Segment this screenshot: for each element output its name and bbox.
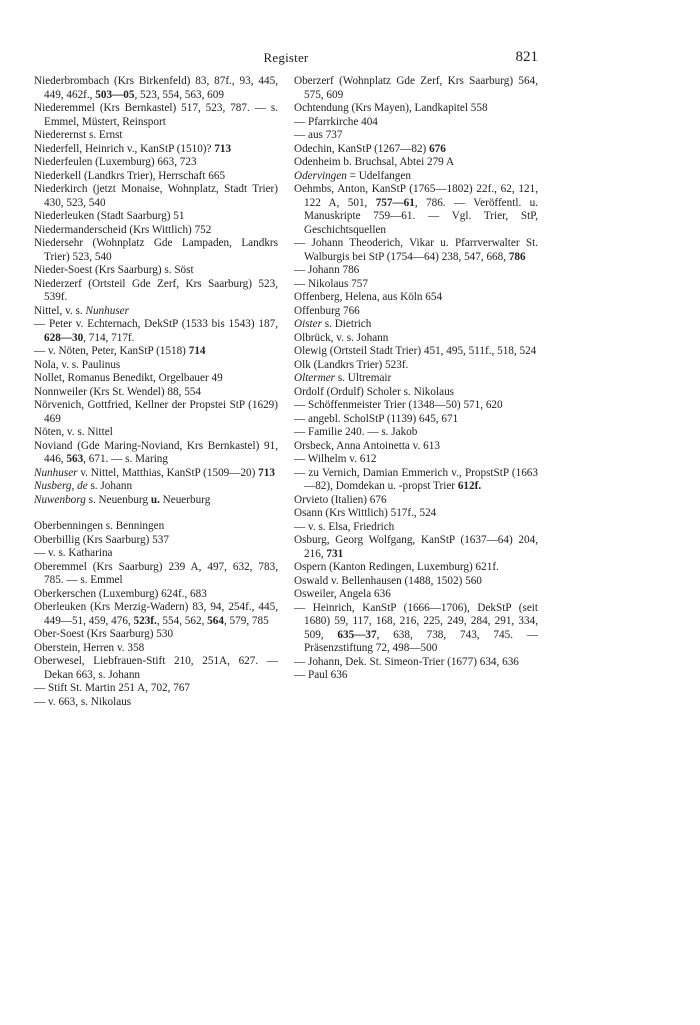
index-entry — [294, 399, 538, 413]
entry-text: Osweiler, Angela 636 — [294, 588, 391, 600]
entry-text-tail: , 638, 738, 743, 745. — Präsenzstiftung 72, 498—500 — [304, 628, 538, 654]
index-entry — [34, 426, 278, 440]
index-entry — [34, 682, 278, 696]
index-entry — [34, 143, 278, 157]
entry-bold-ref: 612f. — [457, 480, 482, 492]
entry-text: Nörvenich, Gottfried, Kellner der Propstei StP (1629) 469 — [34, 399, 278, 425]
index-entry — [34, 601, 278, 628]
entry-text: Niederbrombach (Krs Birkenfeld) 83, 87f., 93, 445, 449, 462f., — [34, 75, 278, 101]
entry-text: Nieder-Soest (Krs Saarburg) s. Söst — [34, 264, 194, 276]
entry-text: s. Neuenburg — [85, 493, 151, 506]
entry-italic-head: Nunhuser — [34, 466, 78, 479]
entry-text: Ochtendung (Krs Mayen), Landkapitel 558 — [294, 102, 488, 114]
entry-text: — v. s. Elsa, Friedrich — [294, 520, 395, 533]
index-entry — [34, 534, 278, 548]
entry-text: Offenberg, Helena, aus Köln 654 — [294, 291, 443, 303]
index-entry — [294, 75, 538, 102]
entry-text-tail: Neuerburg — [159, 493, 211, 506]
entry-text: — Johann Theoderich, Vikar u. Pfarrverwalter St. Walburgis bei StP (1754—64) 238, 547, 668, — [294, 237, 538, 263]
index-entry — [294, 534, 538, 561]
index-entry — [34, 399, 278, 426]
index-entry — [294, 602, 538, 656]
index-entry — [294, 183, 538, 237]
entry-text-tail: , 523, 554, 563, 609 — [134, 88, 224, 101]
entry-text: — v. Nöten, Peter, KanStP (1518) — [34, 345, 189, 357]
index-entry — [34, 129, 278, 143]
entry-italic-head: Nusberg, de — [34, 480, 88, 492]
entry-text: — v. s. Katharina — [34, 547, 113, 559]
entry-text: Orvieto (Italien) 676 — [294, 493, 387, 506]
index-entry — [294, 170, 538, 184]
index-entry — [34, 359, 278, 373]
entry-bold-ref: 713 — [214, 142, 232, 155]
index-entry — [294, 264, 538, 278]
entry-text-tail: , 671. — s. Maring — [83, 453, 168, 465]
entry-bold-ref: u. — [150, 493, 160, 506]
index-entry — [294, 278, 538, 292]
entry-text: Nittel, v. s. — [34, 304, 86, 317]
index-entry — [294, 656, 538, 670]
index-entry — [34, 264, 278, 278]
entry-text: Ordolf (Ordulf) Scholer s. Nikolaus — [294, 385, 455, 398]
index-entry — [34, 318, 278, 345]
entry-text: Oberstein, Herren v. 358 — [34, 641, 145, 654]
index-entry — [294, 129, 538, 143]
entry-text: Oberzerf (Wohnplatz Gde Zerf, Krs Saarburg) 564, 575, 609 — [294, 75, 538, 101]
entry-bold-ref: 523f. — [133, 614, 157, 627]
entry-text: Olk (Landkrs Trier) 523f. — [294, 358, 409, 371]
index-entry — [34, 696, 278, 710]
index-entry — [34, 480, 278, 494]
index-entry — [294, 494, 538, 508]
index-entry — [294, 467, 538, 494]
index-entry — [34, 183, 278, 210]
entry-text: — Nikolaus 757 — [294, 277, 368, 290]
entry-text: — Stift St. Martin 251 A, 702, 767 — [34, 682, 191, 694]
entry-text: Oberbillig (Krs Saarburg) 537 — [34, 533, 169, 546]
entry-text: Nola, v. s. Paulinus — [34, 358, 121, 371]
entry-text: Oswald v. Bellenhausen (1488, 1502) 560 — [294, 574, 482, 587]
entry-text: s. Johann — [87, 480, 133, 492]
entry-text: — Wilhelm v. 612 — [294, 453, 377, 465]
entry-text: — Johann 786 — [294, 264, 360, 276]
index-column-left — [34, 75, 278, 709]
entry-text: Odechin, KanStP (1267—82) — [294, 142, 430, 155]
index-entry — [34, 102, 278, 129]
entry-text: Niedersehr (Wohnplatz Gde Lampaden, Landkrs Trier) 523, 540 — [34, 237, 278, 263]
page-header — [34, 50, 538, 70]
index-entry — [294, 386, 538, 400]
entry-text: v. Nittel, Matthias, KanStP (1509—20) — [77, 466, 259, 479]
index-entry — [294, 359, 538, 373]
entry-italic-head: Odervingen — [294, 169, 347, 182]
index-entry — [34, 305, 278, 319]
index-entry — [294, 305, 538, 319]
entry-text: Niederkirch (jetzt Monaise, Wohnplatz, Stadt Trier) 430, 523, 540 — [34, 183, 278, 209]
index-entry — [294, 143, 538, 157]
entry-text: — Familie 240. — s. Jakob — [294, 426, 418, 438]
index-entry — [34, 224, 278, 238]
index-entry — [34, 547, 278, 561]
entry-text: Osburg, Georg Wolfgang, KanStP (1637—64) 204, 216, — [294, 534, 538, 560]
entry-text: Oehmbs, Anton, KanStP (1765—1802) 22f., 62, 121, 122 A, 501, — [294, 183, 538, 209]
entry-text: — Johann, Dek. St. Simeon-Trier (1677) 634, 636 — [294, 655, 519, 668]
entry-text: Niederleuken (Stadt Saarburg) 51 — [34, 210, 185, 222]
entry-bold-ref: 713 — [258, 466, 275, 479]
entry-text: Olbrück, v. s. Johann — [294, 331, 389, 344]
index-entry — [294, 345, 538, 359]
running-title: Register — [263, 50, 309, 65]
index-entry — [294, 669, 538, 683]
entry-italic-tail: Nunhuser — [85, 304, 129, 317]
index-entry — [34, 655, 278, 682]
index-entry — [294, 561, 538, 575]
entry-bold-ref: 564 — [207, 614, 224, 627]
entry-text-tail: , 714, 717f. — [83, 331, 135, 344]
entry-text: Niederkell (Landkrs Trier), Herrschaft 665 — [34, 169, 226, 182]
entry-text: Oberemmel (Krs Saarburg) 239 A, 497, 632, 783, 785. — s. Emmel — [34, 560, 278, 586]
entry-text: Oberbenningen s. Benningen — [34, 520, 165, 532]
index-entry — [34, 156, 278, 170]
entry-bold-ref: 714 — [188, 345, 206, 357]
entry-text: — Peter v. Echternach, DekStP (1533 bis 1543) 187, — [34, 318, 278, 330]
entry-text: — v. 663, s. Nikolaus — [34, 695, 132, 708]
entry-text: Nollet, Romanus Benedikt, Orgelbauer 49 — [34, 372, 223, 384]
index-entry — [294, 102, 538, 116]
entry-bold-ref: 786 — [508, 250, 526, 263]
entry-text: Nonnweiler (Krs St. Wendel) 88, 554 — [34, 385, 201, 398]
entry-italic-head: Nuwenborg — [34, 493, 86, 506]
index-entry — [294, 440, 538, 454]
entry-bold-ref: 635—37 — [337, 628, 377, 641]
entry-text: — Pfarrkirche 404 — [294, 115, 378, 128]
index-entry — [294, 575, 538, 589]
entry-italic-head: Oister — [294, 318, 322, 330]
entry-text: — zu Vernich, Damian Emmerich v., PropstStP (1663—82), Domdekan u. -propst Trier — [294, 466, 538, 492]
entry-text: Niederernst s. Ernst — [34, 129, 123, 141]
entry-text: Ober-Soest (Krs Saarburg) 530 — [34, 628, 174, 640]
entry-text: Niedermanderscheid (Krs Wittlich) 752 — [34, 223, 212, 236]
entry-text: s. Ultremair — [335, 372, 392, 384]
index-entry — [34, 75, 278, 102]
entry-bold-ref: 731 — [326, 547, 344, 560]
entry-bold-ref: 563 — [66, 453, 84, 465]
page-number: 821 — [515, 49, 538, 65]
entry-text: — aus 737 — [294, 129, 343, 141]
index-entry — [34, 278, 278, 305]
index-column-right — [294, 75, 538, 683]
entry-text: Nöten, v. s. Nittel — [34, 426, 113, 438]
entry-italic-head: Oltermer — [294, 372, 336, 384]
index-entry — [294, 372, 538, 386]
entry-text-tail: , 554, 562, — [156, 614, 208, 627]
index-entry — [294, 507, 538, 521]
index-entry — [294, 318, 538, 332]
entry-text: Osann (Krs Wittlich) 517f., 524 — [294, 507, 437, 519]
entry-text: Offenburg 766 — [294, 304, 360, 317]
index-entry — [34, 588, 278, 602]
index-entry — [294, 116, 538, 130]
index-entry — [34, 237, 278, 264]
entry-bold-ref: 628—30 — [44, 331, 84, 344]
entry-text: Niederzerf (Ortsteil Gde Zerf, Krs Saarburg) 523, 539f. — [34, 277, 278, 303]
index-entry — [34, 345, 278, 359]
index-entry — [34, 440, 278, 467]
index-entry — [294, 588, 538, 602]
entry-text: Oberwesel, Liebfrauen-Stift 210, 251A, 627. — Dekan 663, s. Johann — [34, 655, 278, 681]
index-entry — [34, 628, 278, 642]
entry-text: = Udelfangen — [346, 169, 411, 182]
entry-text: — angebl. ScholStP (1139) 645, 671 — [294, 412, 459, 425]
entry-text: — Heinrich, KanStP (1666—1706), DekStP (seit 1680) 59, 117, 168, 216, 225, 249, 284, 291, 334, 509, — [294, 601, 538, 641]
index-entry — [294, 291, 538, 305]
index-entry — [34, 642, 278, 656]
index-entry — [294, 521, 538, 535]
entry-text: Niederfeulen (Luxemburg) 663, 723 — [34, 156, 197, 168]
entry-bold-ref: 757—61 — [375, 196, 415, 209]
index-entry — [294, 413, 538, 427]
entry-text: Niederfell, Heinrich v., KanStP (1510)? — [34, 142, 215, 155]
entry-text-tail: , 786. — Veröffentl. u. Manuskripte 759—61. — Vgl. Trier, StP, Geschichtsquellen — [304, 196, 538, 236]
index-entry — [34, 561, 278, 588]
index-entry — [294, 332, 538, 346]
entry-text: Niederemmel (Krs Bernkastel) 517, 523, 787. — s. Emmel, Müstert, Reinsport — [34, 102, 278, 128]
index-entry — [294, 156, 538, 170]
index-entry — [34, 467, 278, 481]
index-entry — [34, 494, 278, 508]
index-entry — [294, 453, 538, 467]
entry-bold-ref: 503—05 — [95, 88, 135, 101]
entry-bold-ref: 676 — [429, 142, 446, 155]
entry-text: Olewig (Ortsteil Stadt Trier) 451, 495, 511f., 518, 524 — [294, 345, 537, 357]
index-entry — [34, 372, 278, 386]
index-entry — [294, 426, 538, 440]
entry-text: — Paul 636 — [294, 669, 348, 681]
entry-text: Noviand (Gde Maring-Noviand, Krs Bernkastel) 91, 446, — [34, 439, 278, 465]
entry-text: s. Dietrich — [321, 318, 372, 330]
entry-text: — Schöffenmeister Trier (1348—50) 571, 620 — [294, 399, 503, 411]
entry-text-tail: , 579, 785 — [223, 614, 269, 627]
entry-text: Oberkerschen (Luxemburg) 624f., 683 — [34, 587, 207, 600]
index-entry — [34, 170, 278, 184]
index-entry — [34, 386, 278, 400]
index-entry — [294, 237, 538, 264]
entry-text: Ospern (Kanton Redingen, Luxemburg) 621f. — [294, 561, 499, 573]
index-entry — [34, 520, 278, 534]
entry-text: Oberleuken (Krs Merzig-Wadern) 83, 94, 254f., 445, 449—51, 459, 476, — [34, 601, 278, 627]
entry-text: Orsbeck, Anna Antoinetta v. 613 — [294, 439, 440, 452]
entry-text: Odenheim b. Bruchsal, Abtei 279 A — [294, 156, 455, 168]
index-entry — [34, 210, 278, 224]
